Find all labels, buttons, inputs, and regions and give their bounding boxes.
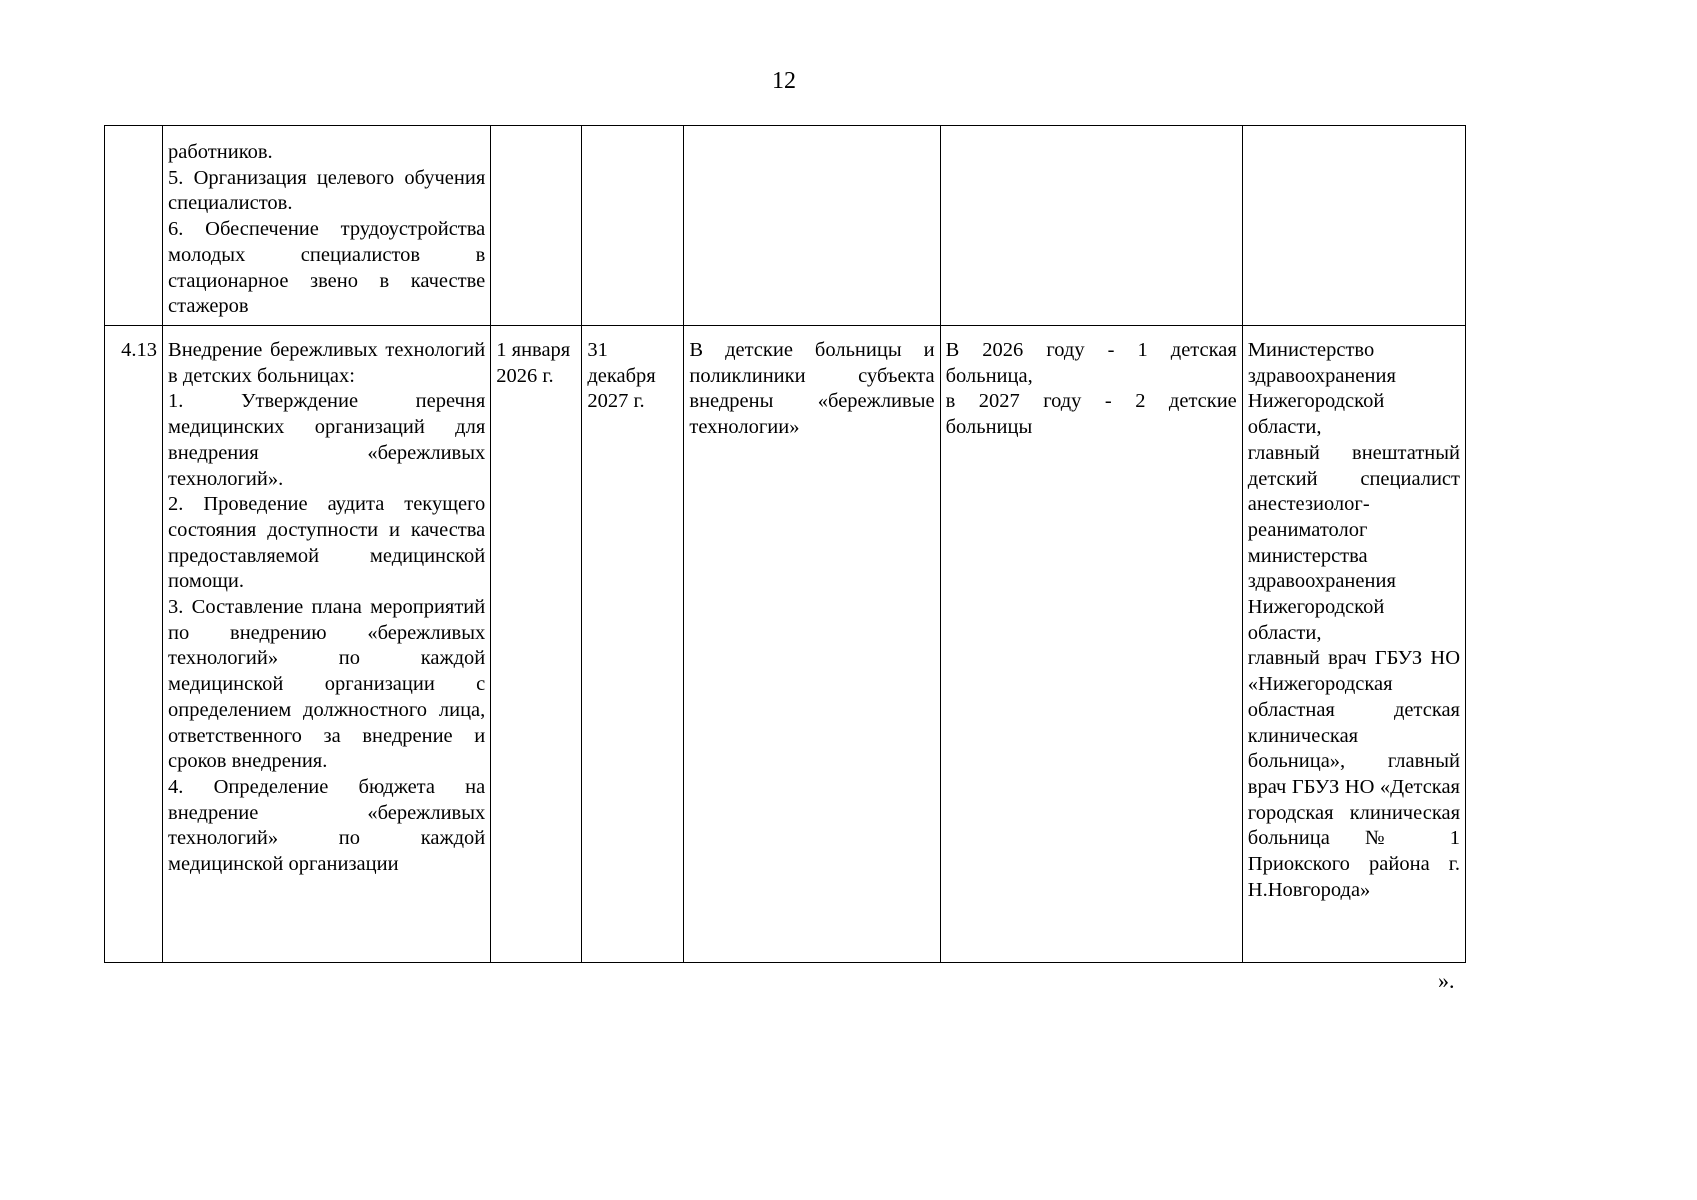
responsible-line: главный внештатный детский специалист анестезиолог-реаниматолог министерства здравоохранения Нижегородской области, <box>1247 441 1460 644</box>
expected-result-cell <box>684 126 940 326</box>
description-line: 6. Обеспечение трудоустройства молодых специалистов в стационарное звено в качестве стажеров <box>168 218 486 318</box>
start-date-cell <box>491 126 582 326</box>
responsible-line: Министерство здравоохранения Нижегородской области, <box>1247 339 1396 439</box>
start-date-cell: 1 января 2026 г. <box>491 326 582 963</box>
measure-description-cell <box>163 326 491 963</box>
description-line: 4. Определение бюджета на внедрение «бережливых технологий» по каждой медицинской организации <box>168 775 486 876</box>
target-line: В 2026 году - 1 детская больница, <box>945 339 1237 387</box>
description-line: 5. Организация целевого обучения специалистов. <box>168 166 486 215</box>
target-line: в 2027 году - 2 детские больницы <box>945 390 1237 439</box>
target-indicator-cell <box>940 126 1242 326</box>
description-line: 2. Проведение аудита текущего состояния доступности и качества предоставляемой медицинской помощи. <box>168 493 486 593</box>
description-line: работников. <box>168 141 273 163</box>
responsible-cell <box>1242 326 1465 963</box>
expected-result-cell: В детские больницы и поликлиники субъекта внедрены «бережливые технологии» <box>684 326 940 963</box>
item-number-cell: 4.13 <box>105 326 163 963</box>
responsible-cell <box>1242 126 1465 326</box>
page-number: 12 <box>772 68 796 94</box>
description-line: 1. Утверждение перечня медицинских организаций для внедрения «бережливых технологий». <box>168 390 486 490</box>
item-number-cell <box>105 126 163 326</box>
closing-quote-mark: ». <box>1438 968 1455 993</box>
responsible-line: главный врач ГБУЗ НО «Нижегородская областная детская клиническая больница», главный врач ГБУЗ НО «Детская городская клиническая больница № 1 Приокского района г. Н.Новгорода» <box>1247 647 1460 901</box>
target-indicator-cell <box>940 326 1242 963</box>
table-row <box>105 126 1466 326</box>
table-row <box>105 326 1466 963</box>
description-line: Внедрение бережливых технологий в детских больницах: <box>168 339 486 387</box>
description-line: 3. Составление плана мероприятий по внедрению «бережливых технологий» по каждой медицинской организации с определением должностного лица, ответственного за внедрение и сроков внедрения. <box>168 596 486 773</box>
end-date-cell <box>582 126 684 326</box>
end-date-cell: 31 декабря 2027 г. <box>582 326 684 963</box>
action-plan-table <box>104 125 1466 963</box>
measure-description-cell <box>163 126 491 326</box>
